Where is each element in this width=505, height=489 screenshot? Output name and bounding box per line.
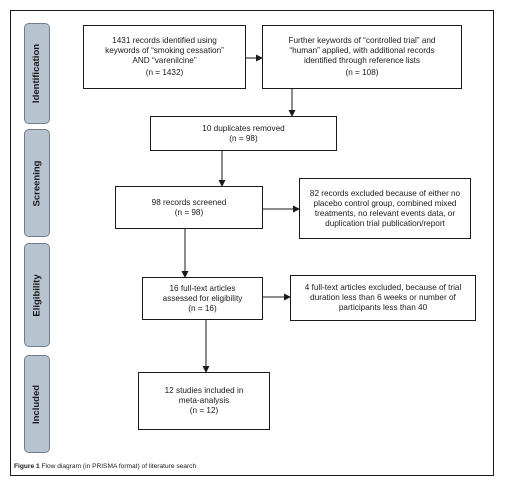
fulltext-excluded-line: participants less than 40 — [338, 303, 428, 312]
fulltext-assessed-line: assessed for eligibility — [162, 293, 243, 303]
stage-screening-label: Screening — [31, 160, 43, 206]
fulltext-assessed-count: (n = 16) — [188, 303, 217, 313]
duplicates-removed-count: (n = 98) — [229, 133, 258, 143]
additional-records-line: Further keywords of “controlled trial” and — [288, 36, 436, 45]
records-identified-line: 1431 records identified using — [112, 36, 217, 45]
duplicates-removed-box — [150, 116, 337, 151]
records-excluded-line: 82 records excluded because of either no — [309, 188, 461, 198]
fulltext-assessed-line: 16 full-text articles — [169, 283, 236, 293]
fulltext-excluded-line: 4 full-text articles excluded, because of trial — [304, 283, 462, 292]
fulltext-excluded-line: duration less than 6 weeks or number of — [310, 293, 456, 302]
records-identified-line: keywords of “smoking cessation” — [105, 46, 224, 55]
fulltext-assessed-box — [142, 277, 263, 320]
figure-caption — [14, 463, 196, 470]
additional-records-line: “human” applied, with additional records — [289, 46, 435, 55]
records-identified-box — [83, 25, 246, 89]
stage-included-label: Included — [31, 384, 43, 424]
records-identified-count: (n = 1432) — [145, 68, 184, 77]
additional-records-line: identified through reference lists — [303, 56, 421, 65]
stage-eligibility-label: Eligibility — [31, 273, 43, 317]
records-screened-line: 98 records screened — [151, 197, 227, 207]
additional-records-box — [262, 25, 462, 89]
stage-identification-label: Identification — [31, 43, 43, 104]
records-excluded-box — [299, 178, 471, 239]
studies-included-count: (n = 12) — [189, 406, 219, 415]
records-excluded-line: duplication trial publication/report — [325, 218, 445, 228]
fulltext-excluded-box — [290, 275, 476, 321]
figure-caption-text: Flow diagram (in PRISMA format) of literature search — [41, 463, 197, 470]
records-identified-line: AND “varenilcine” — [132, 56, 197, 65]
records-excluded-line: placebo control group, combined mixed — [313, 198, 457, 208]
additional-records-count: (n = 108) — [345, 68, 379, 77]
studies-included-line: meta-analysis — [178, 396, 230, 405]
records-excluded-line: treatments, no relevant events data, or — [314, 208, 456, 218]
records-screened-count: (n = 98) — [174, 207, 204, 217]
duplicates-removed-line: 10 duplicates removed — [202, 123, 285, 133]
figure-caption-label: Figure 1 — [14, 463, 40, 470]
studies-included-box — [138, 372, 270, 430]
studies-included-line: 12 studies included in — [164, 386, 244, 395]
records-screened-box — [115, 186, 263, 229]
